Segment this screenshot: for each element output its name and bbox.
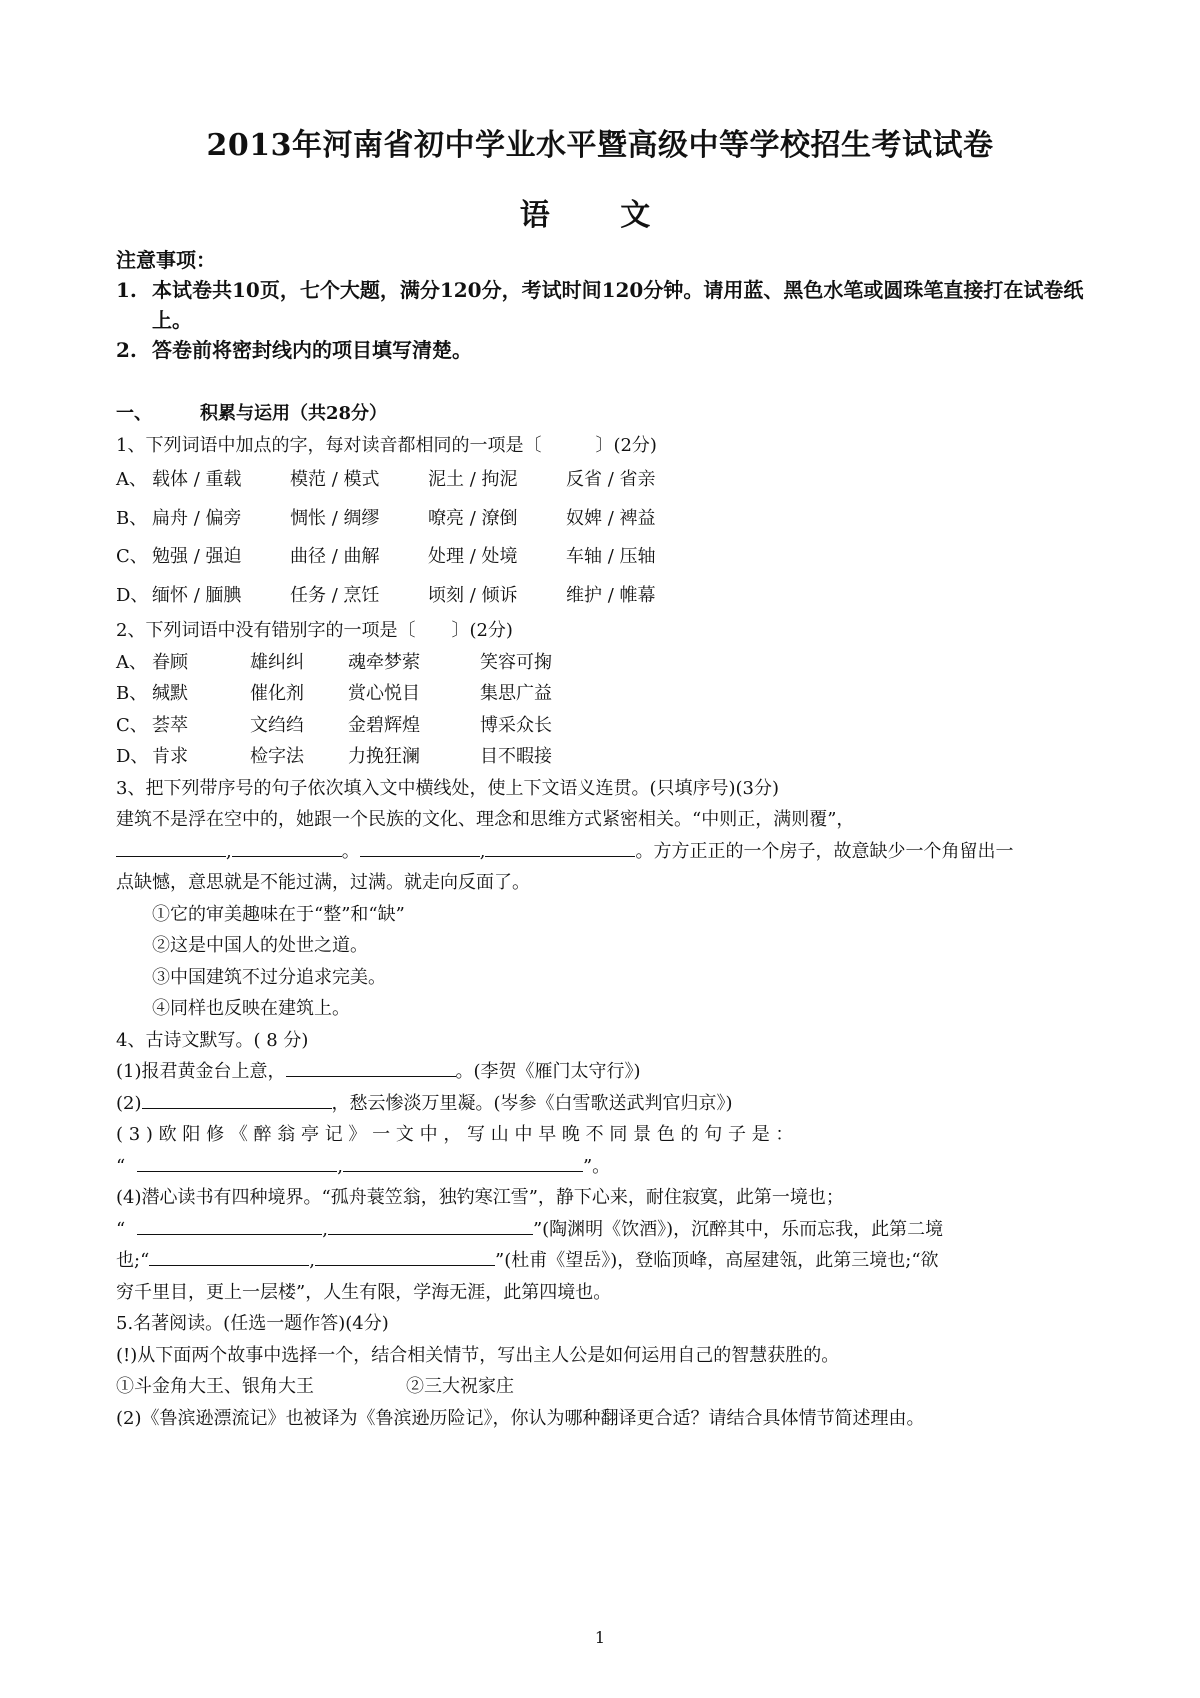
question-3-passage-line: 建筑不是浮在空中的，她跟一个民族的文化、理念和思维方式紧密相关。“中则正，满则覆”， — [116, 809, 855, 830]
option-word: 检字法 — [250, 746, 304, 767]
option-word: 车轴 / 压轴 — [566, 546, 656, 567]
option-word: 惆怅 / 绸缪 — [290, 507, 380, 529]
poem-line — [116, 1151, 1096, 1183]
question-3-passage-line: 点缺憾，意思就是不能过满，过满。就走向反面了。 — [116, 872, 530, 893]
option-word: 载体 / 重载 — [152, 469, 242, 490]
option-word: 荟萃 — [152, 714, 188, 736]
sentence-option: ④同样也反映在建筑上。 — [152, 998, 350, 1019]
poem-text: ”(杜甫《望岳》)，登临顶峰，高屋建瓴，此第三境也;“欲 — [495, 1250, 939, 1271]
option-word: 集思广益 — [480, 683, 552, 704]
punctuation: , — [226, 840, 232, 862]
option-label: D、 — [116, 584, 149, 606]
notice-heading: 注意事项： — [116, 248, 216, 272]
option-row — [116, 461, 1096, 500]
option-row — [116, 741, 1096, 773]
option-word: 文绉绉 — [250, 714, 304, 736]
section-title: 积累与运用（共28分） — [200, 403, 388, 424]
option-word: 缄默 — [152, 683, 188, 704]
answer-blank[interactable] — [360, 836, 480, 857]
option-word: 曲径 / 曲解 — [290, 546, 380, 567]
poem-text: ”(陶渊明《饮酒》)，沉醉其中，乐而忘我，此第二境 — [532, 1218, 944, 1240]
poem-text: 也;“ — [116, 1250, 150, 1271]
option-word: 嘹亮 / 潦倒 — [428, 507, 518, 529]
question-4-stem: 4、古诗文默写。( 8 分) — [116, 1029, 309, 1051]
option-word: 维护 / 帷幕 — [566, 584, 656, 606]
sentence-option: ①它的审美趣味在于“整”和“缺” — [152, 903, 405, 925]
option-word: 反省 / 省亲 — [566, 469, 656, 490]
question-3-passage-line — [116, 836, 1096, 868]
option-word: 力挽狂澜 — [348, 746, 420, 767]
notice-item-number: 1. — [116, 278, 137, 302]
option-label: B、 — [116, 507, 148, 529]
option-word: 金碧辉煌 — [348, 714, 420, 736]
notice-item-text: 本试卷共10页，七个大题，满分120分，考试时间120分钟。请用蓝、黑色水笔或圆珠笔直接打在试卷纸上。 — [152, 278, 1084, 332]
story-option: ①斗金角大王、银角大王 — [116, 1376, 314, 1397]
option-word: 缅怀 / 腼腆 — [152, 584, 242, 606]
option-label: D、 — [116, 746, 149, 767]
story-options — [116, 1371, 1096, 1403]
question-1-stem: 1、下列词语中加点的字，每对读音都相同的一项是〔 〕(2分) — [116, 434, 657, 456]
option-word: 魂牵梦萦 — [348, 651, 420, 673]
section-number: 一、 — [116, 403, 152, 424]
answer-blank[interactable] — [286, 1056, 456, 1077]
option-row — [116, 678, 1096, 710]
option-row — [116, 538, 1096, 577]
answer-blank[interactable] — [328, 1214, 533, 1235]
punctuation: ”。 — [582, 1155, 611, 1177]
punctuation: , — [322, 1218, 328, 1240]
notice-item — [116, 275, 1096, 335]
option-label: C、 — [116, 546, 148, 567]
poem-line — [116, 1056, 1096, 1088]
option-label: A、 — [116, 651, 147, 673]
sentence-option: ②这是中国人的处世之道。 — [152, 935, 368, 956]
exam-content — [116, 398, 1096, 1434]
section-heading — [116, 398, 1096, 430]
sentence-option: ③中国建筑不过分追求完美。 — [152, 966, 386, 988]
poem-text: (1)报君黄金台上意， — [116, 1061, 286, 1082]
passage-text: 。方方正正的一个房子，故意缺少一个角留出一 — [635, 840, 1014, 862]
answer-blank[interactable] — [149, 1245, 309, 1266]
option-word: 泥土 / 拘泥 — [428, 469, 518, 490]
punctuation: , — [309, 1250, 316, 1271]
option-row — [116, 710, 1096, 742]
poem-text: 。(李贺《雁门太守行》) — [455, 1061, 641, 1082]
poem-line — [116, 1245, 1096, 1277]
option-row — [116, 500, 1096, 539]
question-3-stem: 3、把下列带序号的句子依次填入文中横线处，使上下文语义连贯。(只填序号)(3分) — [116, 777, 779, 799]
answer-blank[interactable] — [315, 1245, 495, 1266]
story-option: ②三大祝家庄 — [406, 1376, 514, 1397]
poem-text: ，愁云惨淡万里凝。(岑参《白雪歌送武判官归京》) — [331, 1092, 733, 1114]
option-word: 笑容可掬 — [480, 651, 552, 673]
answer-blank[interactable] — [232, 836, 342, 857]
notice-item-text: 答卷前将密封线内的项目填写清楚。 — [152, 338, 472, 362]
answer-blank[interactable] — [116, 836, 226, 857]
option-row — [116, 647, 1096, 679]
exam-title: 2013年河南省初中学业水平暨高级中等学校招生考试试卷 — [206, 128, 994, 163]
option-word: 目不暇接 — [480, 746, 552, 767]
poem-line — [116, 1088, 1096, 1120]
notice-section — [116, 245, 1096, 365]
punctuation: “ — [116, 1155, 126, 1177]
option-word: 奴婢 / 裨益 — [566, 507, 656, 529]
page-number: 1 — [594, 1628, 606, 1647]
option-word: 任务 / 烹饪 — [290, 584, 380, 606]
poem-line — [116, 1214, 1096, 1246]
option-label: B、 — [116, 683, 148, 704]
punctuation: , — [337, 1155, 343, 1177]
subject-title: 语 文 — [519, 198, 681, 233]
poem-line: ( 3 ) 欧 阳 修 《 醉 翁 亭 记 》 一 文 中 ， 写 山 中 早 晚 不 同 景 色 的 句 子 是 ： — [116, 1124, 794, 1145]
option-word: 催化剂 — [250, 683, 304, 704]
option-word: 顷刻 / 倾诉 — [428, 584, 518, 606]
option-word: 模范 / 模式 — [290, 469, 380, 490]
poem-line: (4)潜心读书有四种境界。“孤舟蓑笠翁，独钓寒江雪”，静下心来，耐住寂寞，此第一境也； — [116, 1187, 844, 1208]
answer-blank[interactable] — [343, 1151, 583, 1172]
option-word: 眷顾 — [152, 651, 188, 673]
answer-blank[interactable] — [137, 1151, 337, 1172]
option-word: 肯求 — [152, 746, 188, 767]
punctuation: 。 — [341, 840, 360, 862]
notice-item-number: 2. — [116, 338, 137, 362]
notice-item — [116, 335, 1096, 365]
punctuation: “ — [116, 1218, 126, 1240]
option-row — [116, 577, 1096, 616]
option-word: 雄纠纠 — [250, 651, 304, 673]
poem-text: (2) — [116, 1092, 142, 1114]
question-2-stem: 2、下列词语中没有错别字的一项是〔 〕(2分) — [116, 620, 513, 641]
punctuation: , — [479, 840, 486, 862]
question-5-part: (!)从下面两个故事中选择一个，结合相关情节，写出主人公是如何运用自己的智慧获胜的。 — [116, 1344, 840, 1366]
option-word: 扁舟 / 偏旁 — [152, 507, 242, 529]
answer-blank[interactable] — [142, 1088, 332, 1109]
option-label: A、 — [116, 469, 147, 490]
option-word: 赏心悦目 — [348, 683, 420, 704]
option-label: C、 — [116, 714, 148, 736]
answer-blank[interactable] — [485, 836, 635, 857]
question-5-part: (2)《鲁滨逊漂流记》也被译为《鲁滨逊历险记》，你认为哪种翻译更合适？请结合具体情节简述理由。 — [116, 1407, 925, 1429]
question-5-stem: 5.名著阅读。(任选一题作答)(4分) — [116, 1313, 389, 1334]
answer-blank[interactable] — [137, 1214, 322, 1235]
option-word: 博采众长 — [480, 714, 552, 736]
option-word: 处理 / 处境 — [428, 546, 518, 567]
option-word: 勉强 / 强迫 — [152, 546, 242, 567]
poem-line: 穷千里目，更上一层楼”，人生有限，学海无涯，此第四境也。 — [116, 1281, 612, 1303]
